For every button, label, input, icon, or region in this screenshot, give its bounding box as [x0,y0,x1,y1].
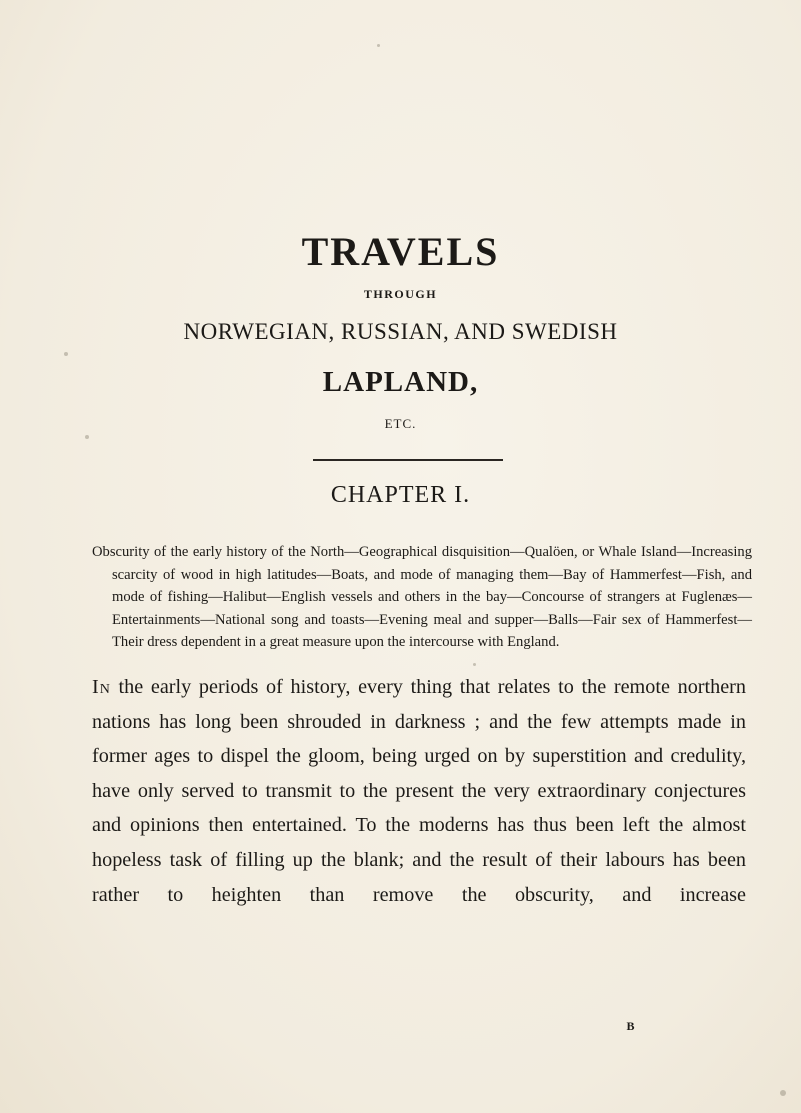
body-lead-word: In [92,676,111,698]
paper-speck [85,435,89,439]
title-region: LAPLAND, [322,366,479,398]
title-divider [313,459,503,461]
title-connector: THROUGH [363,287,438,301]
paper-speck [377,44,380,47]
chapter-heading: CHAPTER I. [330,482,471,508]
chapter-synopsis: Obscurity of the early history of the North—Geographical disquisition—Qualöen, or Whale Island—Increasing scarcity of wood in high latitudes—Boats, and mode of managing them—Bay of Hammerfest—Fish, and mode of fishing—Halibut—English vessels and others in the bay—Concourse of strangers at Fuglenæs—Entertainments—National song and toasts—Evening meal and supper—Balls—Fair sex of Hammerfest—Their dress dependent in a great measure upon the intercourse with England. [92,544,752,651]
paper-speck [64,352,68,356]
body-paragraph-text: the early periods of history, every thing that relates to the remote northern nations has long been shrouded in darkness ; and the few attempts made in former ages to dispel the gloom, being urged on by superstition and credulity, have only served to transmit to the present the very extraordinary conjectures and opinions then entertained. To the moderns has thus been left the almost hopeless task of filling up the blank; and the result of their labours has been rather to heighten than remove the obscurity, and increase [92,676,746,906]
paper-speck [473,663,476,666]
signature-mark: B [626,1019,635,1033]
paper-speck [780,1090,786,1096]
title-etc: ETC. [384,416,417,431]
title-countries: NORWEGIAN, RUSSIAN, AND SWEDISH [183,319,618,344]
book-title: TRAVELS [301,229,500,274]
body-paragraph [92,670,746,912]
